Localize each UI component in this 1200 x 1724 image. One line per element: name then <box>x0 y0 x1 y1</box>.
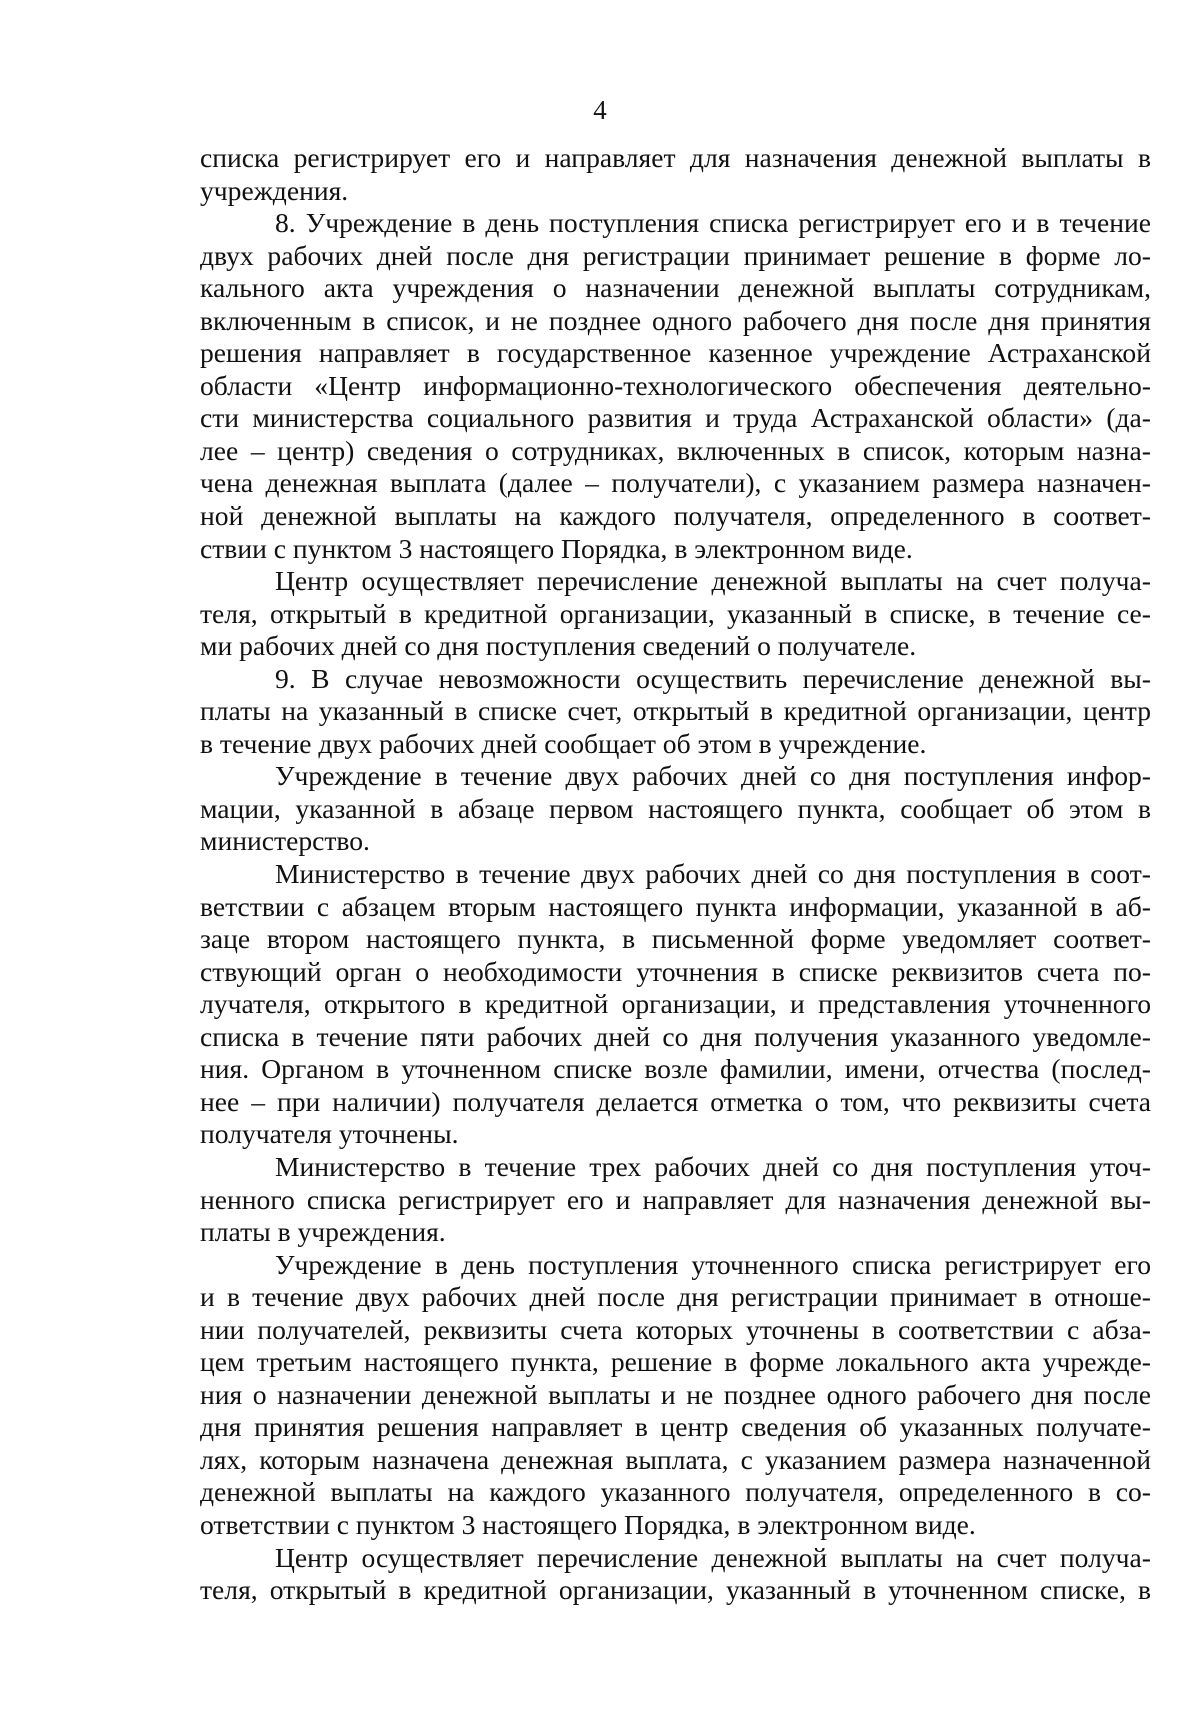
paragraph <box>200 565 1151 663</box>
text-line: Центр осуществляет перечисление денежной выплаты на счет получа- <box>275 1541 1151 1573</box>
text-line: области «Центр информационно-технологического обеспечения деятельно- <box>200 369 1151 401</box>
text-line: 8. Учреждение в день поступления списка регистрирует его и в течение <box>275 207 1151 239</box>
text-line: ответствии с пунктом 3 настоящего Порядка, в электронном виде. <box>200 1508 976 1540</box>
text-line: дня принятия решения направляет в центр сведения об указанных получате- <box>200 1411 1151 1443</box>
text-line: ния о назначении денежной выплаты и не позднее одного рабочего дня после <box>200 1378 1151 1410</box>
text-line: Учреждение в течение двух рабочих дней со дня поступления инфор- <box>275 760 1151 792</box>
text-line: учреждения. <box>200 174 349 206</box>
text-line: списка регистрирует его и направляет для назначения денежной выплаты в <box>200 142 1151 173</box>
text-line: в течение двух рабочих дней сообщает об этом в учреждение. <box>200 727 927 759</box>
text-line: теля, открытый в кредитной организации, указанный в списке, в течение се- <box>200 597 1151 629</box>
text-line: чена денежная выплата (далее – получатели), с указанием размера назначен- <box>200 467 1151 499</box>
text-line: ной денежной выплаты на каждого получателя, определенного в соответ- <box>200 500 1151 532</box>
text-line: платы на указанный в списке счет, открытый в кредитной организации, центр <box>200 695 1151 727</box>
text-line: Центр осуществляет перечисление денежной выплаты на счет получа- <box>275 565 1151 597</box>
text-line: заце втором настоящего пункта, в письменной форме уведомляет соответ- <box>200 923 1151 955</box>
text-line: сти министерства социального развития и труда Астраханской области» (да- <box>200 402 1151 434</box>
text-line: мации, указанной в абзаце первом настоящего пункта, сообщает об этом в <box>200 792 1151 824</box>
text-line: министерство. <box>200 825 370 857</box>
text-line: кального акта учреждения о назначении денежной выплаты сотрудникам, <box>200 272 1151 304</box>
paragraph <box>200 207 1151 565</box>
paragraph <box>200 1542 1151 1607</box>
document-body <box>200 142 1151 1607</box>
paragraph <box>200 760 1151 858</box>
text-line: 9. В случае невозможности осуществить перечисление денежной вы- <box>275 662 1151 694</box>
text-line: платы в учреждения. <box>200 1216 446 1248</box>
text-line: решения направляет в государственное казенное учреждение Астраханской <box>200 337 1151 369</box>
text-line: цем третьим настоящего пункта, решение в форме локального акта учрежде- <box>200 1346 1151 1378</box>
text-line: списка в течение пяти рабочих дней со дня получения указанного уведомле- <box>200 1020 1151 1052</box>
text-line: лях, которым назначена денежная выплата, с указанием размера назначенной <box>200 1443 1151 1475</box>
paragraph <box>200 142 1151 207</box>
text-line: ми рабочих дней со дня поступления сведений о получателе. <box>200 630 917 662</box>
text-line: ветствии с абзацем вторым настоящего пункта информации, указанной в аб- <box>200 890 1151 922</box>
page-number: 4 <box>593 95 607 125</box>
text-line: ствующий орган о необходимости уточнения в списке реквизитов счета по- <box>200 955 1151 987</box>
paragraph <box>200 858 1151 1151</box>
text-line: Учреждение в день поступления уточненного списка регистрирует его <box>275 1248 1151 1280</box>
text-line: лучателя, открытого в кредитной организации, и представления уточненного <box>200 988 1151 1020</box>
text-line: получателя уточнены. <box>200 1118 459 1150</box>
text-line: нии получателей, реквизиты счета которых уточнены в соответствии с абза- <box>200 1313 1151 1345</box>
text-line: нее – при наличии) получателя делается отметка о том, что реквизиты счета <box>200 1085 1151 1117</box>
paragraph <box>200 1249 1151 1542</box>
text-line: лее – центр) сведения о сотрудниках, включенных в список, которым назна- <box>200 434 1151 466</box>
text-line: Министерство в течение трех рабочих дней со дня поступления уточ- <box>275 1150 1151 1182</box>
text-line: ненного списка регистрирует его и направляет для назначения денежной вы- <box>200 1183 1151 1215</box>
paragraph <box>200 663 1151 761</box>
text-line: ния. Органом в уточненном списке возле фамилии, имени, отчества (послед- <box>200 1053 1151 1085</box>
text-line: включенным в список, и не позднее одного рабочего дня после дня принятия <box>200 304 1151 336</box>
text-line: ствии с пунктом 3 настоящего Порядка, в электронном виде. <box>200 532 913 564</box>
paragraph <box>200 1151 1151 1249</box>
text-line: теля, открытый в кредитной организации, указанный в уточненном списке, в <box>200 1574 1151 1606</box>
text-line: Министерство в течение двух рабочих дней со дня поступления в соот- <box>275 858 1151 890</box>
text-line: и в течение двух рабочих дней после дня регистрации принимает в отноше- <box>200 1281 1151 1313</box>
text-line: денежной выплаты на каждого указанного получателя, определенного в со- <box>200 1476 1151 1508</box>
text-line: двух рабочих дней после дня регистрации принимает решение в форме ло- <box>200 239 1151 271</box>
